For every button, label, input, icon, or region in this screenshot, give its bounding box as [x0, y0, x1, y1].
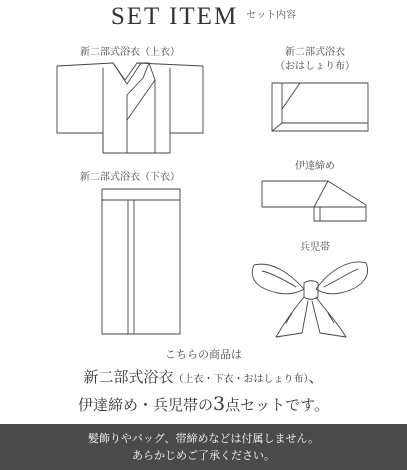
datejime-label: 伊達締め: [295, 161, 335, 172]
description-line-2-end: 点セットです。: [225, 396, 329, 414]
ohashori-label-1: 新二部式浴衣: [285, 47, 345, 58]
page-title: SET ITEM: [110, 3, 239, 30]
datejime-illustration: [258, 177, 370, 227]
lower-garment-illustration: [98, 186, 184, 338]
description-line-2: [0, 393, 407, 415]
notice-line-2: あらかじめご了承ください。: [132, 449, 275, 462]
notice-footer: [0, 424, 407, 470]
description-line-1-end: 、: [308, 368, 324, 386]
upper-garment-illustration: [55, 60, 205, 160]
page-subtitle: セット内容: [246, 10, 297, 21]
set-item-header: [0, 3, 407, 31]
description-line-1-main: 新二部式浴衣: [83, 368, 174, 386]
upper-garment-label: 新二部式浴衣（上衣）: [80, 47, 180, 58]
heko-obi-illustration: [248, 253, 372, 341]
description-line-1-paren: （上衣・下衣・おはしょり布）: [173, 374, 309, 385]
description-line-2-start: 伊達締め・兵児帯の: [78, 396, 214, 414]
ohashori-cloth-illustration: [270, 79, 370, 135]
heko-obi-label: 兵児帯: [300, 242, 330, 253]
description-lead: こちらの商品は: [165, 348, 242, 361]
ohashori-label-2: （おはしょり布）: [275, 61, 355, 72]
description-line-1: [0, 366, 407, 387]
notice-line-1: 髪飾りやバッグ、帯締めなどは付属しません。: [87, 432, 320, 445]
lower-garment-label: 新二部式浴衣（下衣）: [80, 172, 180, 183]
description-line-2-number: 3: [213, 393, 226, 415]
